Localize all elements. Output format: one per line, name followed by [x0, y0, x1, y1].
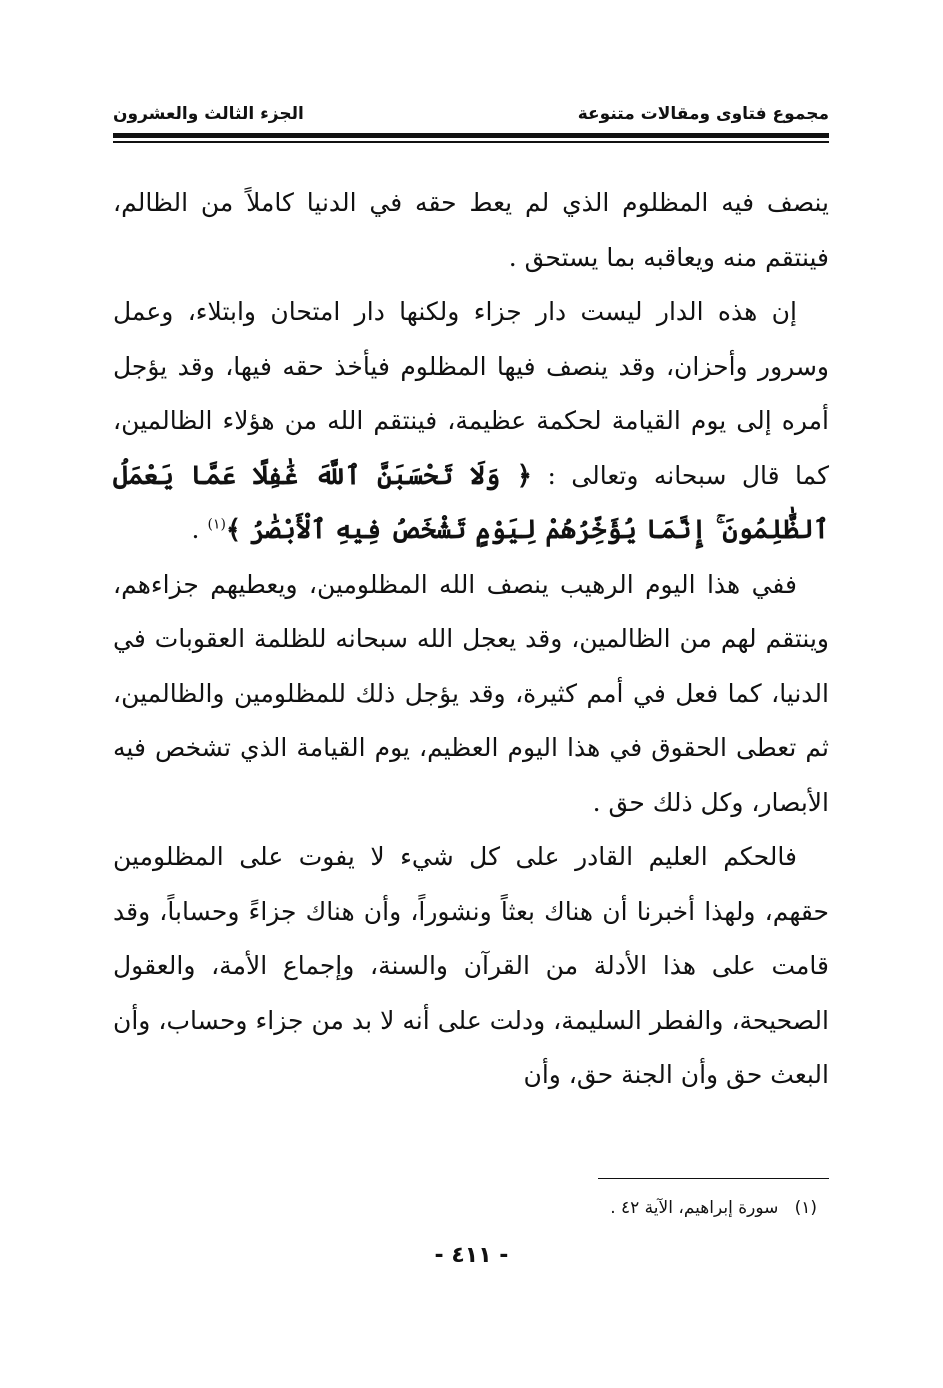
book-title: مجموع فتاوى ومقالات متنوعة [577, 104, 829, 124]
footnote-reference[interactable]: (١) [207, 516, 226, 533]
quran-verse: ﴿ وَلَا تَحْسَبَنَّ ٱللَّهَ غَٰفِلًا عَمَّا يَعْمَلُ ٱلظَّٰلِمُونَ ۚ إِنَّمَا يُؤَخِّرُهُمْ لِيَوْمٍ تَشْخَصُ فِيهِ ٱلْأَبْصَٰرُ ﴾ [113, 460, 829, 545]
header-rule-thick [113, 133, 829, 138]
header-rule-thin [113, 141, 829, 143]
paragraph-2-end: . [191, 515, 208, 544]
footnote [610, 1198, 817, 1218]
paragraph-3: ففي هذا اليوم الرهيب ينصف الله المظلومين، ويعطيهم جزاءهم، وينتقم لهم من الظالمين، وقد يعجل الله سبحانه للظلمة العقوبات في الدنيا، كما فعل في أمم كثيرة، وقد يؤجل ذلك للمظلومين والظالمين، ثم تعطى الحقوق في هذا اليوم العظيم، يوم القيامة الذي تشخص فيه الأبصار، وكل ذلك حق . [113, 569, 829, 817]
footnote-marker: (١) [794, 1198, 817, 1218]
footnote-text: سورة إبراهيم، الآية ٤٢ . [610, 1198, 779, 1218]
paragraph-1: ينصف فيه المظلوم الذي لم يعط حقه في الدنيا كاملاً من الظالم، فينتقم منه ويعاقبه بما يستحق . [113, 188, 829, 272]
paragraph-4: فالحكم العليم القادر على كل شيء لا يفوت على المظلومين حقهم، ولهذا أخبرنا أن هناك بعثاً ونشوراً، وأن هناك جزاءً وحساباً، وقد قامت على هذا الأدلة من القرآن والسنة، وإجماع الأمة، والعقول الصحيحة، والفطر السليمة، ودلت على أنه لا بد من جزاء وحساب، وأن البعث حق وأن الجنة حق، وأن [113, 842, 829, 1089]
paragraph-2 [113, 285, 829, 558]
volume-label: الجزء الثالث والعشرون [113, 104, 304, 124]
page-number: - ٤١١ - [434, 1243, 509, 1268]
paragraph-2-intro: إن هذه الدار ليست دار جزاء ولكنها دار امتحان وابتلاء، وعمل وسرور وأحزان، وقد ينصف فيها المظلوم فيأخذ حقه فيها، وقد يؤجل أمره إلى يوم القيامة لحكمة عظيمة، فينتقم الله من هؤلاء الظالمين، كما قال سبحانه وتعالى : [113, 297, 830, 490]
running-header [113, 98, 829, 130]
body-text [113, 176, 829, 1103]
footnote-separator [598, 1178, 829, 1179]
